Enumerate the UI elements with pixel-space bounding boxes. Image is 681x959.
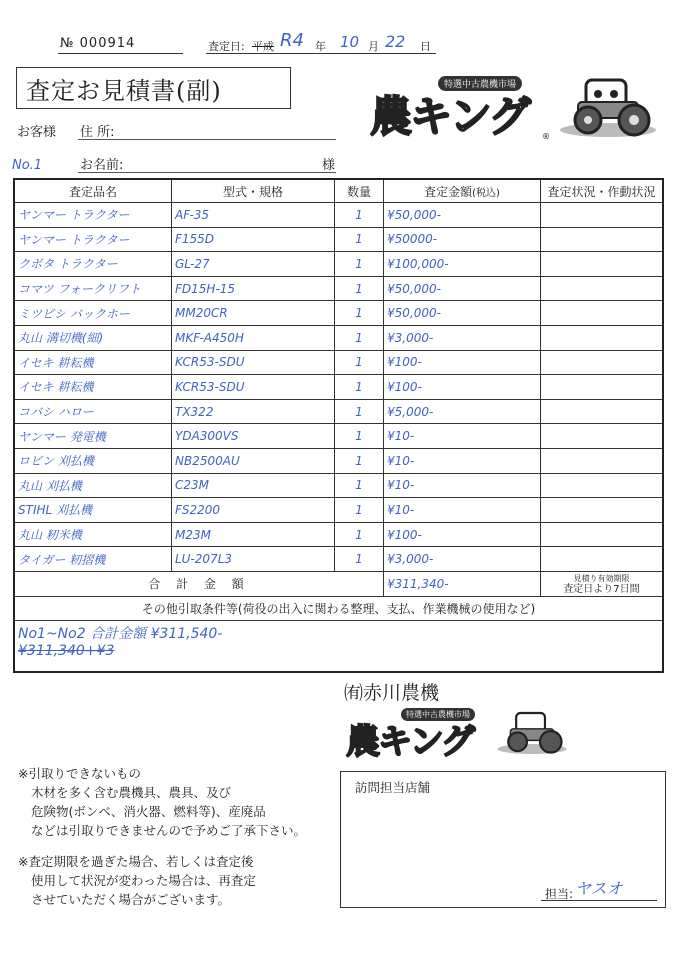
slip-number-underline [58, 53, 183, 54]
status-cell [541, 252, 664, 277]
qty-cell: 1 [335, 301, 384, 326]
model-cell: KCR53-SDU [172, 375, 335, 400]
model-cell: YDA300VS [172, 424, 335, 449]
amount-cell: ¥3,000- [384, 325, 541, 350]
qty-cell: 1 [335, 227, 384, 252]
name-label: お名前: [80, 158, 124, 173]
table-row [14, 399, 663, 424]
item-cell: タイガー 籾摺機 [14, 547, 172, 572]
slip-number: № 000914 [60, 36, 136, 51]
table-row [14, 276, 663, 301]
header-status: 査定状況・作動状況 [541, 179, 664, 203]
table-row [14, 498, 663, 523]
model-cell: TX322 [172, 399, 335, 424]
table-row [14, 522, 663, 547]
qty-cell: 1 [335, 325, 384, 350]
header-amount-label: 査定金額 [424, 184, 473, 199]
model-cell: GL-27 [172, 252, 335, 277]
header-item: 査定品名 [14, 179, 172, 203]
honorific: 様 [322, 158, 336, 173]
item-cell: ヤンマー 発電機 [14, 424, 172, 449]
model-cell: KCR53-SDU [172, 350, 335, 375]
model-cell: AF-35 [172, 203, 335, 228]
validity-line-2: 査定日より7日間 [563, 583, 640, 595]
amount-cell: ¥10- [384, 448, 541, 473]
qty-cell: 1 [335, 448, 384, 473]
table-row [14, 203, 663, 228]
tractor-icon [558, 72, 658, 138]
amount-cell: ¥5,000- [384, 399, 541, 424]
day-unit: 日 [420, 40, 431, 53]
header-qty: 数量 [335, 179, 384, 203]
note-2-line-2: 使用して状況が変わった場合は、再査定 [31, 873, 256, 888]
logo-bottom-name: 農キング [346, 722, 473, 762]
date-underline [206, 53, 436, 54]
item-cell: 丸山 溝切機(細) [14, 325, 172, 350]
conditions-body [14, 621, 663, 673]
qty-cell: 1 [335, 276, 384, 301]
logo-bottom [346, 704, 576, 764]
tractor-small-icon [496, 706, 568, 756]
note-1-line-2: 木材を多く含む農機具、農具、及び [31, 785, 232, 800]
qty-cell: 1 [335, 473, 384, 498]
status-cell [541, 424, 664, 449]
model-cell: M23M [172, 522, 335, 547]
store-box [340, 771, 666, 908]
header-model: 型式・規格 [172, 179, 335, 203]
note-1-line-1: ※引取りできないもの [18, 766, 141, 781]
status-cell [541, 522, 664, 547]
conditions-header-row [14, 596, 663, 621]
amount-cell: ¥3,000- [384, 547, 541, 572]
item-cell: ヤンマー トラクター [14, 203, 172, 228]
qty-cell: 1 [335, 252, 384, 277]
date-era-struck: 平成 [252, 40, 274, 53]
item-cell: STIHL 刈払機 [14, 498, 172, 523]
qty-cell: 1 [335, 547, 384, 572]
table-row [14, 325, 663, 350]
qty-cell: 1 [335, 203, 384, 228]
staff-line [541, 900, 657, 901]
amount-cell: ¥100- [384, 350, 541, 375]
table-row [14, 350, 663, 375]
status-cell [541, 203, 664, 228]
note-1 [18, 764, 306, 840]
amount-cell: ¥50,000- [384, 301, 541, 326]
status-cell [541, 448, 664, 473]
status-cell [541, 375, 664, 400]
total-row [14, 571, 663, 596]
model-cell: C23M [172, 473, 335, 498]
staff-name: ヤスオ [575, 879, 623, 898]
status-cell [541, 473, 664, 498]
amount-cell: ¥100- [384, 375, 541, 400]
item-cell: 丸山 刈払機 [14, 473, 172, 498]
item-cell: イセキ 耕耘機 [14, 375, 172, 400]
model-cell: FS2200 [172, 498, 335, 523]
amount-cell: ¥50,000- [384, 203, 541, 228]
item-cell: コマツ フォークリフト [14, 276, 172, 301]
status-cell [541, 498, 664, 523]
item-cell: コバシ ハロー [14, 399, 172, 424]
qty-cell: 1 [335, 375, 384, 400]
address-line [78, 139, 336, 140]
note-2-line-1: ※査定期限を過ぎた場合、若しくは査定後 [18, 854, 254, 869]
conditions-label: その他引取条件等(荷役の出入に関わる整理、支払、作業機械の使用など) [14, 596, 663, 621]
model-cell: LU-207L3 [172, 547, 335, 572]
status-cell [541, 325, 664, 350]
header-amount [384, 179, 541, 203]
status-cell [541, 227, 664, 252]
logo-name: 農キング [370, 92, 529, 141]
staff-label: 担当: [545, 887, 574, 901]
date-label: 査定日: [208, 40, 245, 53]
model-cell: FD15H-15 [172, 276, 335, 301]
qty-cell: 1 [335, 424, 384, 449]
model-cell: MKF-A450H [172, 325, 335, 350]
table-row [14, 227, 663, 252]
table-row [14, 547, 663, 572]
qty-cell: 1 [335, 399, 384, 424]
logo-top [370, 70, 670, 150]
status-cell [541, 399, 664, 424]
total-label: 合 計 金 額 [14, 571, 384, 596]
year-unit: 年 [315, 40, 326, 53]
note-1-line-3: 危険物(ボンベ、消火器、燃料等)、産廃品 [31, 804, 266, 819]
item-cell: イセキ 耕耘機 [14, 350, 172, 375]
item-cell: 丸山 籾米機 [14, 522, 172, 547]
total-amount: ¥311,340- [384, 571, 541, 596]
qty-cell: 1 [335, 350, 384, 375]
note-1-line-4: などは引取りできませんので予めご了承下さい。 [31, 823, 307, 838]
amount-cell: ¥100,000- [384, 252, 541, 277]
amount-cell: ¥50000- [384, 227, 541, 252]
model-cell: MM20CR [172, 301, 335, 326]
status-cell [541, 301, 664, 326]
status-cell [541, 276, 664, 301]
document-title: 査定お見積書(副) [26, 77, 222, 105]
validity-cell [541, 571, 664, 596]
validity-line-1: 見積り有効期限 [573, 573, 630, 583]
amount-cell: ¥50,000- [384, 276, 541, 301]
amount-cell: ¥100- [384, 522, 541, 547]
date-era-handwritten: R4 [280, 30, 304, 51]
conditions-line-1: No1~No2 合計金額 ¥311,540- [18, 626, 223, 643]
date-month: 10 [340, 33, 360, 51]
item-cell: ミツビシ バックホー [14, 301, 172, 326]
status-cell [541, 547, 664, 572]
table-row [14, 252, 663, 277]
month-unit: 月 [368, 40, 379, 53]
amount-cell: ¥10- [384, 424, 541, 449]
table-row [14, 375, 663, 400]
amount-cell: ¥10- [384, 473, 541, 498]
company-name: ㈲赤川農機 [344, 682, 440, 704]
model-cell: F155D [172, 227, 335, 252]
address-label: 住 所: [80, 125, 115, 140]
table-row [14, 301, 663, 326]
qty-cell: 1 [335, 498, 384, 523]
qty-cell: 1 [335, 522, 384, 547]
conditions-body-row [14, 621, 663, 673]
item-cell: クボタ トラクター [14, 252, 172, 277]
table-row [14, 473, 663, 498]
item-cell: ロビン 刈払機 [14, 448, 172, 473]
page-mark: No.1 [12, 158, 43, 173]
date-day: 22 [385, 32, 406, 51]
amount-cell: ¥10- [384, 498, 541, 523]
customer-label: お客様 [17, 125, 57, 140]
logo-registered: ® [542, 132, 550, 141]
logo-bottom-badge: 特選中古農機市場 [401, 708, 475, 721]
note-2-line-3: させていただく場合がございます。 [31, 892, 231, 907]
table-header-row [14, 179, 663, 203]
conditions-line-2: ¥311,340+¥3 [18, 643, 115, 660]
header-amount-tax: (税込) [472, 187, 500, 199]
name-line [78, 172, 336, 173]
item-cell: ヤンマー トラクター [14, 227, 172, 252]
store-label: 訪問担当店舗 [355, 780, 431, 795]
logo-badge: 特選中古農機市場 [438, 76, 522, 91]
model-cell: NB2500AU [172, 448, 335, 473]
estimate-table [13, 178, 664, 673]
table-row [14, 448, 663, 473]
note-2 [18, 852, 256, 909]
status-cell [541, 350, 664, 375]
table-row [14, 424, 663, 449]
